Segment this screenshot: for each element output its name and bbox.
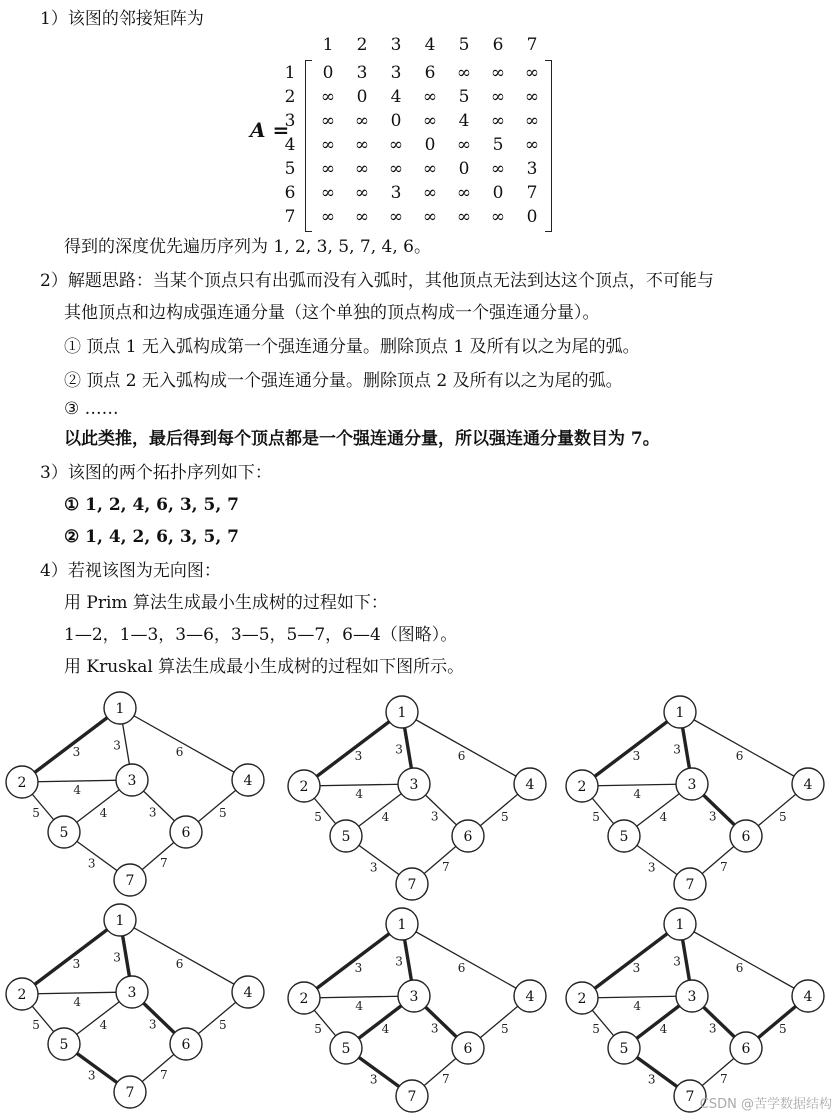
- q2-conclusion: 以此类推，最后得到每个顶点都是一个强连通分量，所以强连通分量数目为 7。: [64, 429, 660, 449]
- edge-weight: 3: [632, 961, 641, 976]
- edge-weight: 3: [87, 1068, 96, 1083]
- q2-step3: ③ ……: [64, 399, 119, 419]
- edge-weight: 3: [395, 742, 403, 757]
- matrix-cell: ∞: [388, 159, 404, 179]
- edge-1-2: [304, 712, 402, 786]
- vertex-label: 4: [243, 985, 253, 1001]
- kruskal-step-5: [288, 908, 546, 1112]
- matrix-cell: 0: [424, 135, 436, 155]
- matrix-col-header: 1: [322, 35, 334, 55]
- matrix-cell: 5: [492, 135, 504, 155]
- edge-weight: 4: [659, 1022, 668, 1037]
- matrix-cell: 0: [356, 87, 368, 107]
- vertex-label: 6: [741, 829, 751, 845]
- prim-text: 用 Prim 算法生成最小生成树的过程如下：: [64, 593, 388, 613]
- edge-weight: 3: [632, 749, 641, 764]
- edge-weight: 4: [73, 994, 81, 1009]
- matrix-cell: ∞: [422, 183, 438, 203]
- matrix-cell: ∞: [422, 111, 438, 131]
- edge-weight: 5: [592, 1021, 600, 1036]
- vertex-label: 7: [685, 1089, 695, 1105]
- vertex-label: 3: [687, 777, 697, 793]
- matrix-cell: ∞: [388, 207, 404, 227]
- matrix-cell: 0: [390, 111, 402, 131]
- matrix-cell: ∞: [422, 207, 438, 227]
- edge-weight: 4: [99, 1018, 108, 1033]
- q3-seq2: ② 1, 4, 2, 6, 3, 5, 7: [64, 527, 239, 547]
- edge-weight: 6: [175, 956, 184, 971]
- matrix-cell: ∞: [524, 135, 540, 155]
- vertex-label: 1: [675, 705, 685, 721]
- matrix-cell: 3: [356, 63, 368, 83]
- adjacency-matrix: [250, 32, 570, 232]
- edge-weight: 3: [395, 954, 403, 969]
- matrix-cell: ∞: [490, 87, 506, 107]
- edge-weight: 4: [355, 786, 363, 801]
- edge-weight: 5: [32, 805, 40, 820]
- matrix-cell: 4: [390, 87, 402, 107]
- edge-weight: 3: [148, 1017, 157, 1032]
- q1-title: 1）该图的邻接矩阵为: [40, 9, 204, 29]
- edge-weight: 4: [381, 810, 390, 825]
- edge-weight: 3: [369, 1072, 378, 1087]
- edge-weight: 5: [592, 809, 600, 824]
- vertex-label: 5: [341, 829, 351, 845]
- q2-line2: 其他顶点和边构成强连通分量（这个单独的顶点构成一个强连通分量）。: [64, 303, 600, 323]
- matrix-row-header: 7: [284, 207, 296, 227]
- kruskal-graphs-svg: [0, 690, 840, 1116]
- edge-weight: 5: [500, 1021, 509, 1036]
- edge-weight: 7: [442, 1071, 450, 1086]
- matrix-col-header: 4: [424, 35, 436, 55]
- vertex-label: 6: [181, 825, 191, 841]
- edge-1-2: [582, 712, 680, 786]
- edge-weight: 4: [659, 810, 668, 825]
- matrix-cell: 3: [390, 63, 402, 83]
- edge-weight: 3: [113, 738, 121, 753]
- edge-weight: 6: [735, 748, 744, 763]
- matrix-cell: ∞: [422, 159, 438, 179]
- vertex-label: 3: [409, 989, 419, 1005]
- edge-weight: 4: [381, 1022, 390, 1037]
- matrix-col-header: 5: [458, 35, 470, 55]
- matrix-cell: ∞: [456, 63, 472, 83]
- edge-weight: 5: [778, 1021, 787, 1036]
- matrix-cell: ∞: [422, 87, 438, 107]
- edge-weight: 6: [735, 960, 744, 975]
- vertex-label: 5: [341, 1041, 351, 1057]
- matrix-cell: 4: [458, 111, 470, 131]
- vertex-label: 6: [463, 829, 473, 845]
- vertex-label: 4: [803, 989, 813, 1005]
- edge-weight: 3: [708, 1021, 717, 1036]
- edge-1-2: [582, 924, 680, 998]
- matrix-cell: ∞: [354, 111, 370, 131]
- matrix-cell: 0: [458, 159, 470, 179]
- vertex-label: 7: [125, 873, 135, 889]
- matrix-cell: ∞: [490, 111, 506, 131]
- edge-weight: 3: [369, 860, 378, 875]
- edge-weight: 6: [457, 960, 466, 975]
- q3-title: 3）该图的两个拓扑序列如下：: [40, 463, 272, 483]
- vertex-label: 4: [525, 989, 535, 1005]
- kruskal-step-2: [288, 696, 546, 900]
- q2-step1: ① 顶点 1 无入弧构成第一个强连通分量。删除顶点 1 及所有以之为尾的弧。: [64, 337, 640, 357]
- edge-weight: 4: [99, 806, 108, 821]
- vertex-label: 3: [409, 777, 419, 793]
- vertex-label: 1: [397, 917, 407, 933]
- edge-weight: 7: [442, 859, 450, 874]
- kruskal-step-1: [6, 692, 264, 896]
- matrix-left-bracket: [305, 60, 312, 232]
- matrix-cell: ∞: [354, 135, 370, 155]
- matrix-cell: ∞: [354, 159, 370, 179]
- matrix-cell: ∞: [354, 183, 370, 203]
- edge-weight: 5: [218, 805, 227, 820]
- vertex-label: 2: [577, 779, 587, 795]
- q4-title: 4）若视该图为无向图：: [40, 561, 221, 581]
- edge-weight: 3: [354, 749, 363, 764]
- matrix-cell: ∞: [354, 207, 370, 227]
- matrix-row-header: 2: [284, 87, 296, 107]
- matrix-row-header: 6: [284, 183, 296, 203]
- edge-weight: 5: [32, 1017, 40, 1032]
- matrix-cell: ∞: [490, 63, 506, 83]
- matrix-cell: 3: [390, 183, 402, 203]
- edge-weight: 3: [148, 805, 157, 820]
- matrix-row-header: 5: [284, 159, 296, 179]
- edge-weight: 3: [113, 950, 121, 965]
- edge-weight: 4: [355, 998, 363, 1013]
- matrix-cell: ∞: [320, 159, 336, 179]
- edge-weight: 3: [430, 809, 439, 824]
- edge-weight: 5: [778, 809, 787, 824]
- edge-weight: 7: [720, 1071, 728, 1086]
- edge-weight: 4: [633, 998, 641, 1013]
- kruskal-step-6: [566, 908, 824, 1112]
- kruskal-step-3: [566, 696, 824, 900]
- q2-step2: ② 顶点 2 无入弧构成一个强连通分量。删除顶点 2 及所有以之为尾的弧。: [64, 371, 623, 391]
- matrix-cell: ∞: [388, 135, 404, 155]
- edge-weight: 6: [175, 744, 184, 759]
- edge-weight: 3: [647, 860, 656, 875]
- matrix-cell: ∞: [320, 111, 336, 131]
- vertex-label: 7: [685, 877, 695, 893]
- matrix-cell: 5: [458, 87, 470, 107]
- vertex-label: 1: [397, 705, 407, 721]
- edge-weight: 3: [647, 1072, 656, 1087]
- vertex-label: 6: [181, 1037, 191, 1053]
- q2-line1: 2）解题思路：当某个顶点只有出弧而没有入弧时，其他顶点无法到达这个顶点，不可能与: [40, 271, 714, 291]
- edge-weight: 3: [354, 961, 363, 976]
- matrix-col-header: 7: [526, 35, 538, 55]
- edge-weight: 3: [673, 742, 681, 757]
- matrix-cell: 6: [424, 63, 436, 83]
- matrix-cell: ∞: [456, 207, 472, 227]
- q3-seq1: ① 1, 2, 4, 6, 3, 5, 7: [64, 495, 239, 515]
- kruskal-step-4: [6, 904, 264, 1108]
- edge-weight: 7: [160, 1067, 168, 1082]
- kruskal-text: 用 Kruskal 算法生成最小生成树的过程如下图所示。: [64, 657, 465, 677]
- edge-weight: 4: [73, 782, 81, 797]
- vertex-label: 7: [407, 877, 417, 893]
- vertex-label: 5: [59, 1037, 69, 1053]
- matrix-col-header: 2: [356, 35, 368, 55]
- vertex-label: 4: [525, 777, 535, 793]
- vertex-label: 3: [127, 773, 137, 789]
- vertex-label: 2: [299, 779, 309, 795]
- edge-weight: 3: [72, 957, 81, 972]
- vertex-label: 3: [687, 989, 697, 1005]
- edge-weight: 3: [72, 745, 81, 760]
- kruskal-steps: [0, 690, 840, 1116]
- matrix-cell: 3: [526, 159, 538, 179]
- edge-1-2: [22, 920, 120, 994]
- matrix-cell: ∞: [320, 183, 336, 203]
- vertex-label: 5: [59, 825, 69, 841]
- matrix-cell: ∞: [320, 207, 336, 227]
- matrix-row-header: 1: [284, 63, 296, 83]
- edge-weight: 6: [457, 748, 466, 763]
- matrix-right-bracket: [545, 60, 552, 232]
- edge-weight: 3: [708, 809, 717, 824]
- matrix-row-header: 3: [284, 111, 296, 131]
- vertex-label: 7: [407, 1089, 417, 1105]
- matrix-row-header: 4: [284, 135, 296, 155]
- edge-weight: 7: [720, 859, 728, 874]
- vertex-label: 2: [17, 987, 27, 1003]
- edge-weight: 4: [633, 786, 641, 801]
- edge-weight: 5: [314, 1021, 322, 1036]
- matrix-label: A =: [250, 118, 290, 142]
- matrix-cell: 0: [492, 183, 504, 203]
- vertex-label: 1: [675, 917, 685, 933]
- edge-weight: 3: [430, 1021, 439, 1036]
- matrix-col-header: 6: [492, 35, 504, 55]
- matrix-cell: 0: [322, 63, 334, 83]
- edge-weight: 7: [160, 855, 168, 870]
- vertex-label: 7: [125, 1085, 135, 1101]
- edge-weight: 3: [673, 954, 681, 969]
- edge-1-2: [304, 924, 402, 998]
- dfs-result: 得到的深度优先遍历序列为 1, 2, 3, 5, 7, 4, 6。: [64, 237, 431, 257]
- edge-weight: 5: [218, 1017, 227, 1032]
- watermark: CSDN @苦学数据结构: [699, 1097, 832, 1112]
- matrix-cell: 7: [526, 183, 538, 203]
- vertex-label: 6: [741, 1041, 751, 1057]
- matrix-cell: ∞: [490, 207, 506, 227]
- matrix-cell: ∞: [320, 87, 336, 107]
- matrix-cell: 0: [526, 207, 538, 227]
- edge-1-2: [22, 708, 120, 782]
- vertex-label: 2: [577, 991, 587, 1007]
- vertex-label: 5: [619, 1041, 629, 1057]
- vertex-label: 6: [463, 1041, 473, 1057]
- edge-weight: 5: [500, 809, 509, 824]
- edge-weight: 5: [314, 809, 322, 824]
- vertex-label: 1: [115, 701, 125, 717]
- vertex-label: 4: [803, 777, 813, 793]
- vertex-label: 1: [115, 913, 125, 929]
- matrix-cell: ∞: [524, 87, 540, 107]
- vertex-label: 3: [127, 985, 137, 1001]
- edge-weight: 3: [87, 856, 96, 871]
- matrix-col-header: 3: [390, 35, 402, 55]
- matrix-cell: ∞: [524, 111, 540, 131]
- vertex-label: 5: [619, 829, 629, 845]
- matrix-cell: ∞: [456, 135, 472, 155]
- vertex-label: 2: [17, 775, 27, 791]
- matrix-cell: ∞: [490, 159, 506, 179]
- matrix-cell: ∞: [456, 183, 472, 203]
- vertex-label: 4: [243, 773, 253, 789]
- prim-sequence: 1—2，1—3，3—6，3—5，5—7，6—4（图略）。: [64, 625, 458, 645]
- matrix-cell: ∞: [524, 63, 540, 83]
- vertex-label: 2: [299, 991, 309, 1007]
- matrix-cell: ∞: [320, 135, 336, 155]
